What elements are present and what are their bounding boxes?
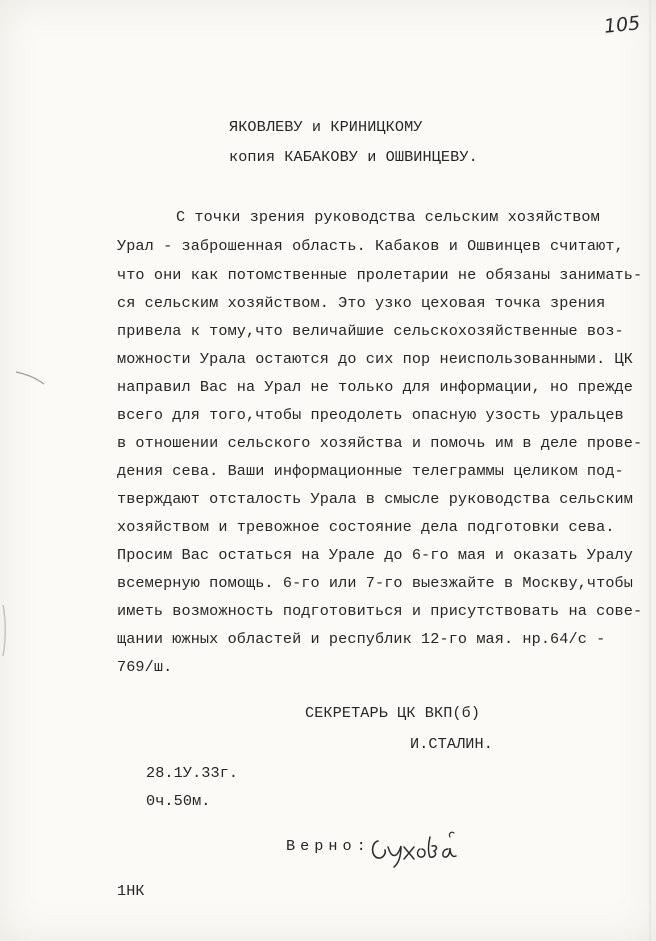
copy-addressee-line: копия КАБАКОВУ и ОШВИНЦЕВУ. — [229, 148, 478, 166]
body-line: иметь возможность подготовиться и присутствовать на сове- — [117, 602, 643, 620]
body-line: хозяйством и тревожное состояние дела подготовки сева. — [117, 518, 615, 536]
body-line: 769/ш. — [117, 658, 173, 676]
verno-label: Верно: — [286, 837, 371, 855]
signature-title: СЕКРЕТАРЬ ЦК ВКП(б) — [305, 704, 481, 722]
body-line: дения сева. Ваши информационные телеграммы целиком под- — [117, 462, 624, 480]
date: 28.1У.33г. — [146, 764, 239, 782]
typist-mark: 1НК — [117, 882, 145, 900]
body-line: щании южных областей и республик 12-го мая. нр.64/с - — [117, 630, 606, 648]
body-line: Урал - заброшенная область. Кабаков и Ошвинцев считают, — [117, 237, 624, 255]
body-line: ся сельским хозяйством. Это узко цеховая точка зрения — [117, 294, 606, 312]
body-line: Просим Вас остаться на Урале до 6-го мая и оказать Уралу — [117, 546, 633, 564]
body-line: можности Урала остаются до сих пор неиспользованными. ЦК — [117, 350, 633, 368]
body-line: тверждают отсталость Урала в смысле руководства сельским — [117, 490, 633, 508]
body-line: С точки зрения руководства сельским хозяйством — [176, 208, 600, 226]
body-line: что они как потомственные пролетарии не обязаны занимать- — [117, 266, 643, 284]
signature-name: И.СТАЛИН. — [410, 735, 493, 753]
body-line: в отношении сельского хозяйства и помочь им в деле прове- — [117, 434, 643, 452]
time: 0ч.50м. — [146, 792, 211, 810]
body-line: всего для того,чтобы преодолеть опасную узость уральцев — [117, 406, 624, 424]
body-line: направил Вас на Урал не только для информации, но прежде — [117, 378, 633, 396]
page-number: 105 — [602, 12, 642, 38]
body-line: привела к тому,что величайшие сельскохозяйственные воз- — [117, 322, 624, 340]
body-line: всемерную помощь. 6-го или 7-го выезжайте в Москву,чтобы — [117, 574, 633, 592]
addressee-line: ЯКОВЛЕВУ и КРИНИЦКОМУ — [229, 118, 423, 136]
